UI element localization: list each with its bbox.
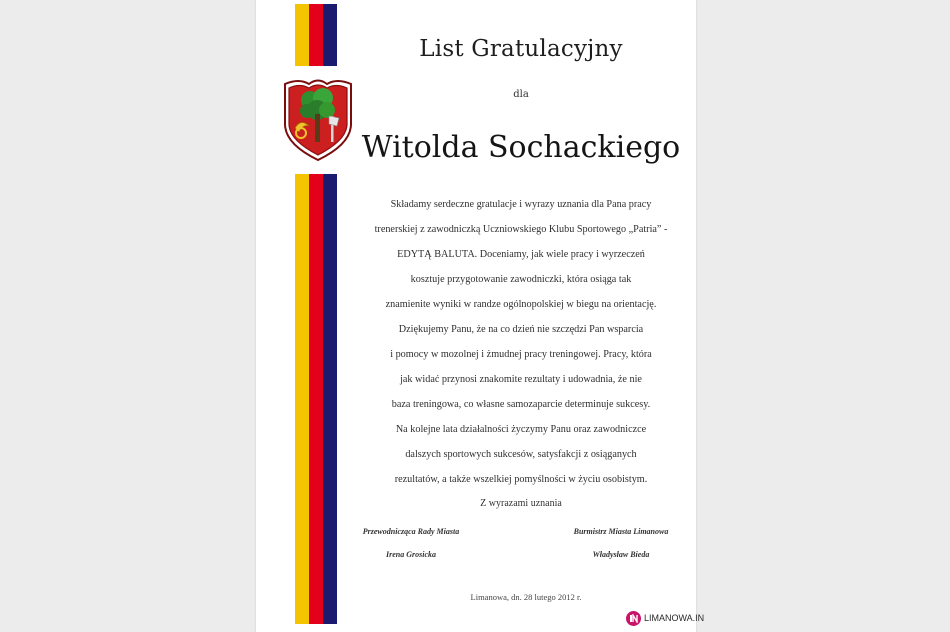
flag-stripe-red-long bbox=[309, 174, 323, 624]
coat-of-arms-icon bbox=[279, 78, 357, 162]
signature-role-right: Burmistrz Miasta Limanowa bbox=[573, 527, 669, 536]
flag-stripe-blue-long bbox=[323, 174, 337, 624]
body-line: znamienite wyniki w randze ogólnopolskiej w biegu na orientację. bbox=[385, 299, 657, 310]
watermark-logo-icon bbox=[626, 611, 641, 626]
signature-name-right: Władysław Bieda bbox=[592, 550, 650, 559]
recipient-name: Witolda Sochackiego bbox=[361, 130, 681, 165]
body-line: jak widać przynosi znakomite rezultaty i udowadnia, że nie bbox=[400, 374, 642, 385]
closing-phrase: Z wyrazami uznania bbox=[480, 498, 562, 509]
watermark bbox=[626, 610, 704, 626]
body-line: baza treningowa, co własne samozaparcie determinuje sukcesy. bbox=[391, 399, 651, 410]
body-line: Składamy serdeczne gratulacje i wyrazy uznania dla Pana pracy bbox=[390, 199, 652, 210]
body-line: Na kolejne lata działalności życzymy Panu oraz zawodniczce bbox=[395, 424, 647, 435]
flag-stripe-red-top bbox=[309, 4, 323, 66]
place-and-date: Limanowa, dn. 28 lutego 2012 r. bbox=[470, 592, 582, 602]
flag-stripe-yellow-long bbox=[295, 174, 309, 624]
body-line: i pomocy w mozolnej i żmudnej pracy treningowej. Pracy, która bbox=[390, 349, 652, 360]
body-line: Dziękujemy Panu, że na co dzień nie szczędzi Pan wsparcia bbox=[398, 324, 644, 335]
body-line: trenerskiej z zawodniczką Uczniowskiego Klubu Sportowego „Patria” - bbox=[374, 224, 668, 235]
certificate-page bbox=[256, 0, 705, 632]
for-word: dla bbox=[513, 89, 529, 100]
certificate-body bbox=[361, 197, 681, 497]
flag-stripe-yellow-top bbox=[295, 4, 309, 66]
body-line: dalszych sportowych sukcesów, satysfakcji z osiąganych bbox=[405, 449, 637, 460]
flag-stripe-blue-top bbox=[323, 4, 337, 66]
watermark-text: LIMANOWA.IN bbox=[644, 613, 705, 623]
signature-name-left: Irena Grosicka bbox=[385, 550, 436, 559]
signature-role-left: Przewodnicząca Rady Miasta bbox=[362, 527, 460, 536]
body-line: rezultatów, a także wszelkiej pomyślności w życiu osobistym. bbox=[394, 474, 648, 485]
body-line: kosztuje przygotowanie zawodniczki, która osiąga tak bbox=[410, 274, 632, 285]
body-line: EDYTĄ BALUTA. Doceniamy, jak wiele pracy i wyrzeczeń bbox=[397, 249, 645, 260]
certificate-title: List Gratulacyjny bbox=[419, 36, 623, 62]
